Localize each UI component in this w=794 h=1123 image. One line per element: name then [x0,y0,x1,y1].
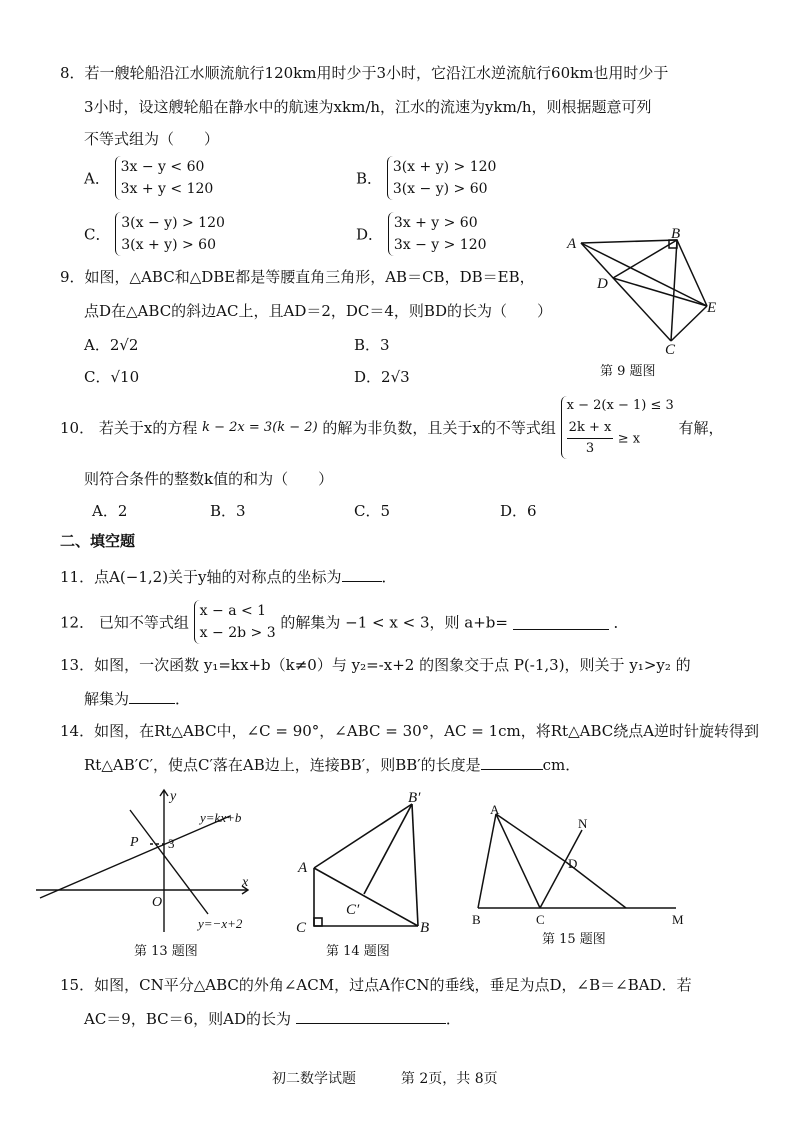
q8-number: 8． [60,64,85,82]
q9-figure-caption: 第 9 题图 [600,364,656,379]
q13-label-p: P [130,835,139,850]
q10-line1: 10． 若关于x的方程 k − 2x = 3(k − 2) 的解为非负数，且关于x的不等式组 x − 2(x − 1) ≤ 3 $\frac{2k + x}{3}$ ≥ x 有解， [60,396,724,459]
q9-label-e: E [707,300,717,316]
q12-system: x − a < 1 x − 2b > 3 [194,600,276,644]
q8-text1: 若一艘轮船沿江水顺流航行120km用时少于3小时，它沿江水逆流航行60km也用时少于 [84,64,669,82]
q14-number: 14． [60,722,95,740]
q15-label-a: A [490,804,500,817]
q8-option-b-system: 3(x + y) > 120 3(x − y) > 60 [387,156,497,200]
q8-option-c-system: 3(x − y) > 120 3(x + y) > 60 [115,212,225,256]
q10-option-a: A．2 [92,502,128,520]
q13-line1: 13．如图，一次函数 y₁=kx+b（k≠0）与 y₂=-x+2 的图象交于点 P(-1,3)，则关于 y₁>y₂ 的 [60,656,691,674]
q15-answer-blank[interactable] [296,1009,446,1024]
q15-label-c: C [536,912,545,927]
q8-option-c: C． 3(x − y) > 120 3(x + y) > 60 [84,212,225,256]
q13-label-y2: y=−x+2 [198,916,243,931]
q10-fraction: $\frac{2k + x}{3}$ [568,420,612,456]
q9-figure [565,226,735,356]
q15-figure [466,804,696,928]
q8-line3: 不等式组为（ ） [84,130,220,148]
footer [272,1068,498,1088]
q12-number: 12． [60,613,95,632]
q11-number: 11． [60,568,95,586]
q12-answer-blank[interactable] [513,615,609,630]
q8-option-b: B． 3(x + y) > 120 3(x − y) > 60 [356,156,496,200]
q13-label-o: O [152,895,163,910]
q8-option-d-system: 3x + y > 60 3x − y > 120 [388,212,487,256]
q13-label-y: y [170,789,177,804]
q14-line2: Rt△AB′C′，使点C′落在AB边上，连接BB′，则BB′的长度是 cm． [84,756,581,774]
q8-option-a-system: 3x − y < 60 3x + y < 120 [115,156,214,200]
q13-answer-blank[interactable] [129,689,175,704]
q9-option-a: A．2√2 [84,336,139,354]
q9-label-c: C [665,342,676,356]
q8-option-a: A． 3x − y < 60 3x + y < 120 [84,156,213,200]
q9-line2: 点D在△ABC的斜边AC上，且AD＝2，DC＝4，则BD的长为（ ） [84,302,552,320]
q14-label-a: A [298,860,308,876]
footer-page-number: 第 2页，共 8页 [400,1071,498,1087]
q14-label-c: C [296,920,307,936]
q8-option-d: D． 3x + y > 60 3x − y > 120 [356,212,487,256]
q13-label-x: x [242,875,249,890]
q15-label-b: B [472,912,481,927]
q10-line2: 则符合条件的整数k值的和为（ ） [84,470,334,488]
q15-label-m: M [672,912,684,927]
q14-figure-caption: 第 14 题图 [326,944,390,959]
q13-figure-caption: 第 13 题图 [134,944,198,959]
q10-number: 10． [60,419,95,437]
q10-inequality-system: x − 2(x − 1) ≤ 3 $\frac{2k + x}{3}$ ≥ x [561,396,674,459]
q15-label-d: D [568,856,578,871]
q13-label-y1: y=kx+b [200,810,242,825]
q10-option-b: B．3 [210,502,246,520]
q15-number: 15． [60,976,95,994]
q9-line1: 9．如图，△ABC和△DBE都是等腰直角三角形，AB＝CB，DB＝EB， [60,268,535,286]
q13-number: 13． [60,656,95,674]
q13-figure [30,786,260,936]
q10-equation: k − 2x = 3(k − 2) [202,420,318,435]
q9-option-c: C．√10 [84,368,140,386]
q11: 11．点A(−1,2)关于y轴的对称点的坐标为 ． [60,568,397,586]
q14-label-cp: C′ [346,902,360,918]
q15-line2: AC＝9，BC＝6，则AD的长为 ． [84,1010,461,1028]
footer-subject: 初二数学试题 [272,1071,356,1087]
q13-line2: 解集为 ． [84,690,191,708]
q15-figure-caption: 第 15 题图 [542,932,606,947]
q14-label-b: B [420,920,430,936]
q15-line1: 15．如图，CN平分△ABC的外角∠ACM，过点A作CN的垂线，垂足为点D，∠B＝∠BAD．若 [60,976,692,994]
q10-option-c: C．5 [354,502,391,520]
q10-option-d: D．6 [500,502,537,520]
q9-option-d: D．2√3 [354,368,410,386]
q11-answer-blank[interactable] [342,567,382,582]
q8-line1 [60,62,668,83]
q9-label-a: A [567,236,577,252]
q9-label-b: B [671,226,681,242]
q12: 12． 已知不等式组 x − a < 1 x − 2b > 3 的解集为 −1 < x < 3，则 a+b= ． [60,600,629,644]
section-fill-in-title: 二、填空题 [60,532,136,550]
q14-answer-blank[interactable] [481,755,543,770]
q9-number: 9． [60,268,85,286]
q14-line1: 14．如图，在Rt△ABC中，∠C = 90°，∠ABC = 30°，AC = 1cm，将Rt△ABC绕点A逆时针旋转得到 [60,722,760,740]
q9-option-b: B．3 [354,336,390,354]
q15-label-n: N [578,816,588,831]
q13-label-3: 3 [168,836,175,851]
q14-figure [290,790,440,938]
q14-label-bp: B′ [408,790,421,806]
q9-label-d: D [597,276,608,292]
q8-line2: 3小时，设这艘轮船在静水中的航速为xkm/h，江水的流速为ykm/h，则根据题意可列 [84,98,652,116]
